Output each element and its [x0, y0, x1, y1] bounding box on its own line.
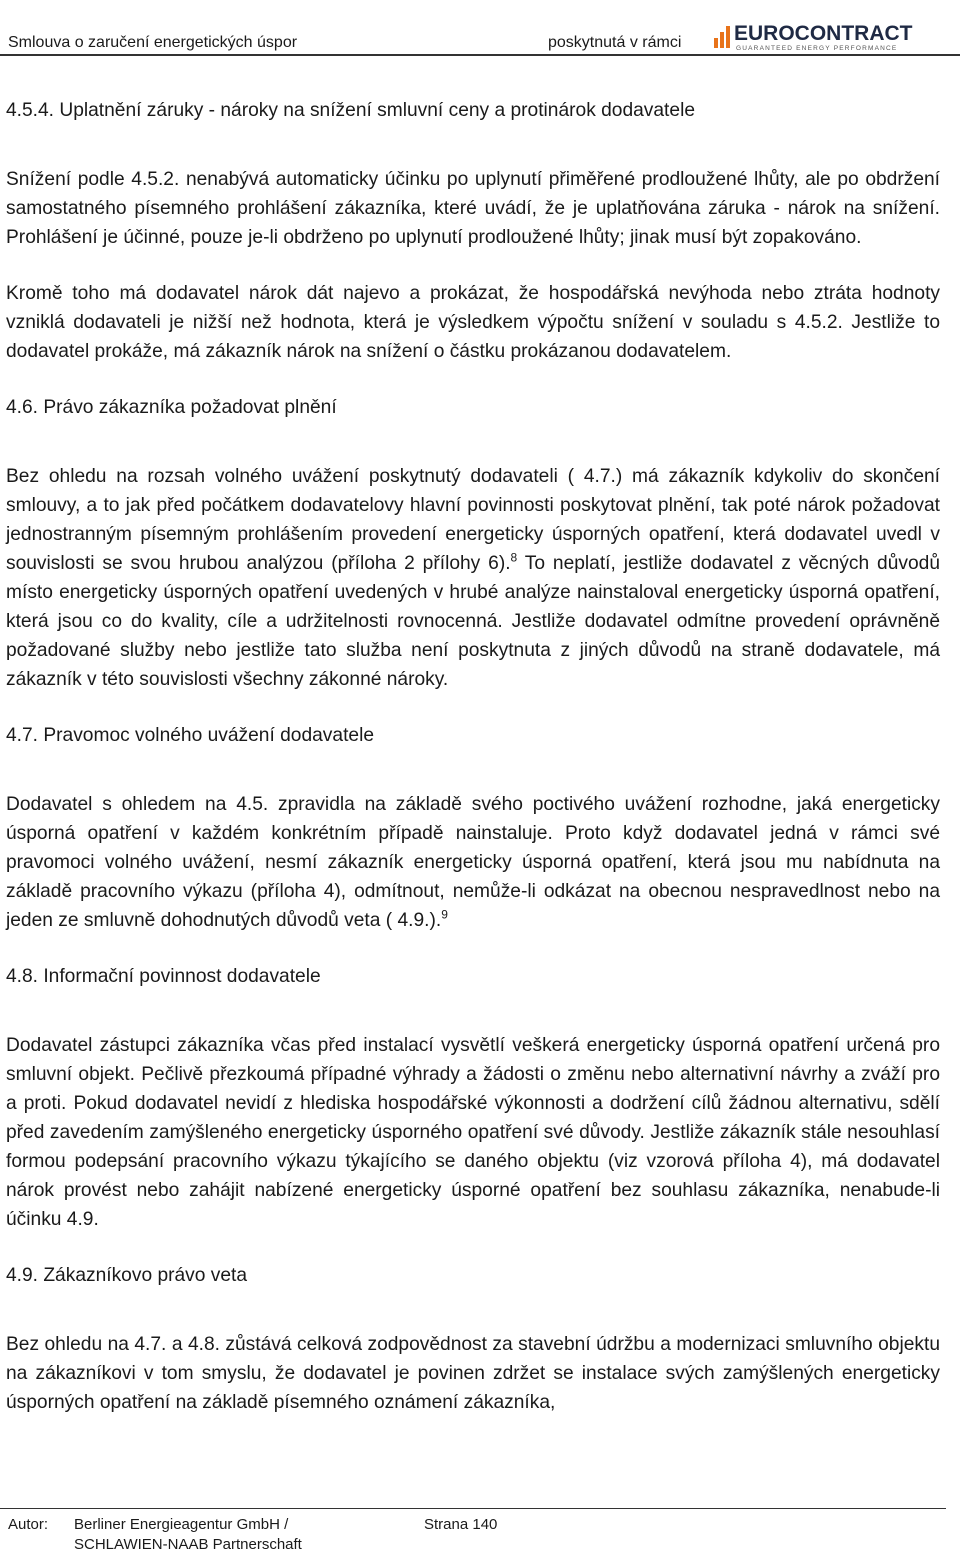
page-number: Strana 140 [424, 1516, 498, 1533]
document-body [6, 96, 940, 1417]
paragraph-5: Dodavatel zástupci zákazníka včas před instalací vysvětlí veškerá energeticky úsporná opatření určená pro smluvní objekt. Pečlivě přezkoumá případné výhrady a žádosti o změnu nebo alternativní návrhy a zváží pro a proti. Pokud dodavatel nevidí z hlediska hospodářské výkonnosti a dodržení cílů žádnou alternativu, sdělí před zavedením zamýšleného energeticky úsporného opatření své důvody. Jestliže zákazník stále nesouhlasí formou podepsání pracovního výkazu týkajícího se daného objektu (viz vzorová příloha 4), má dodavatel nárok provést nebo zahájit nabízené energeticky úsporné opatření bez souhlasu zákazníka, nenabude-li účinku 4.9. [6, 1035, 940, 1230]
paragraph-4-text: Dodavatel s ohledem na 4.5. zpravidla na základě svého poctivého uvážení rozhodne, jaká energeticky úsporná opatření v každém konkrétním případě nainstaluje. Proto když dodavatel jedná v rámci své pravomoci volného uvážení, nesmí zákazník energeticky úsporná opatření, která jsou mu nabídnuta na základě pracovního výkazu (příloha 4), odmítnout, nemůže-li odkázat na obecnou nespravedlnost nebo na jeden ze smluvně dohodnutých důvodů veta ( 4.9.). [6, 794, 940, 931]
footnote-ref-8[interactable]: 8 [510, 550, 518, 565]
paragraph-3 [6, 462, 940, 694]
header-divider [0, 54, 960, 56]
section-heading-4-7: 4.7. Pravomoc volného uvážení dodavatele [6, 725, 375, 746]
page-header [0, 0, 960, 56]
section-heading-4-9: 4.9. Zákazníkovo právo veta [6, 1265, 248, 1286]
section-heading-4-5-4: 4.5.4. Uplatnění záruky - nároky na snížení smluvní ceny a protinárok dodavatele [6, 100, 695, 121]
logo-tagline: GUARANTEED ENERGY PERFORMANCE [736, 45, 898, 52]
page-footer [0, 1502, 960, 1553]
document-subtitle: poskytnutá v rámci [548, 34, 682, 51]
footer-author-line2: SCHLAWIEN-NAAB Partnerschaft [74, 1536, 302, 1553]
paragraph-2: Kromě toho má dodavatel nárok dát najevo a prokázat, že hospodářská nevýhoda nebo ztráta hodnoty vzniklá dodavateli je nižší než hodnota, která je výsledkem výpočtu snížení v souladu s 4.5.2. Jestliže to dodavatel prokáže, má zákazník nárok na snížení o částku prokázanou dodavatelem. [6, 283, 940, 362]
paragraph-3-text-cont: To neplatí, jestliže dodavatel z věcných důvodů místo energeticky úsporných opatření uvedených v hrubé analýze nainstaloval energeticky úsporná opatření, která jsou co do kvality, cíle a udržitelnosti rovnocenná. Jestliže dodavatel odmítne provedení oprávněně požadované služby nebo jestliže tato služba není poskytnuta z jiných důvodů na straně dodavatele, má zákazník v této souvislosti všechny zákonné nároky. [6, 553, 940, 690]
paragraph-3-text: Bez ohledu na rozsah volného uvážení poskytnutý dodavateli ( 4.7.) má zákazník kdykoliv do skončení smlouvy, a to jak před počátkem dodavatelovy hlavní povinnosti poskytovat plnění, tak poté nárok požadovat jednostranným písemným prohlášením provedení energeticky úsporných opatření, která dodavatel uvedl v souvislosti se svou hrubou analýzou (příloha 2 přílohy 6). [6, 466, 940, 574]
paragraph-1: Snížení podle 4.5.2. nenabývá automaticky účinku po uplynutí přiměřené prodloužené lhůty, ale po obdržení samostatného písemného prohlášení zákazníka, které uvádí, že je uplatňována záruka - nárok na snížení. Prohlášení je účinné, pouze je-li obdrženo po uplynutí prodloužené lhůty; jinak musí být zopakováno. [6, 169, 940, 248]
eurocontract-logo [712, 18, 942, 52]
document-title: Smlouva o zaručení energetických úspor [8, 34, 298, 51]
logo-wordmark: EUROCONTRACT [734, 22, 913, 45]
footer-author-label: Autor: [8, 1516, 49, 1533]
footer-divider [0, 1508, 946, 1509]
paragraph-6: Bez ohledu na 4.7. a 4.8. zůstává celková zodpovědnost za stavební údržbu a modernizaci smluvního objektu na zákazníkovi v tom smyslu, že dodavatel je povinen zdržet se instalace svých zamýšlených energeticky úsporných opatření na základě písemného oznámení zákazníka, [6, 1334, 940, 1413]
section-heading-4-8: 4.8. Informační povinnost dodavatele [6, 966, 321, 987]
paragraph-4 [6, 790, 940, 935]
section-heading-4-6: 4.6. Právo zákazníka požadovat plnění [6, 397, 337, 418]
footnote-ref-9[interactable]: 9 [441, 907, 448, 922]
footer-author-line1: Berliner Energieagentur GmbH / [74, 1516, 289, 1533]
